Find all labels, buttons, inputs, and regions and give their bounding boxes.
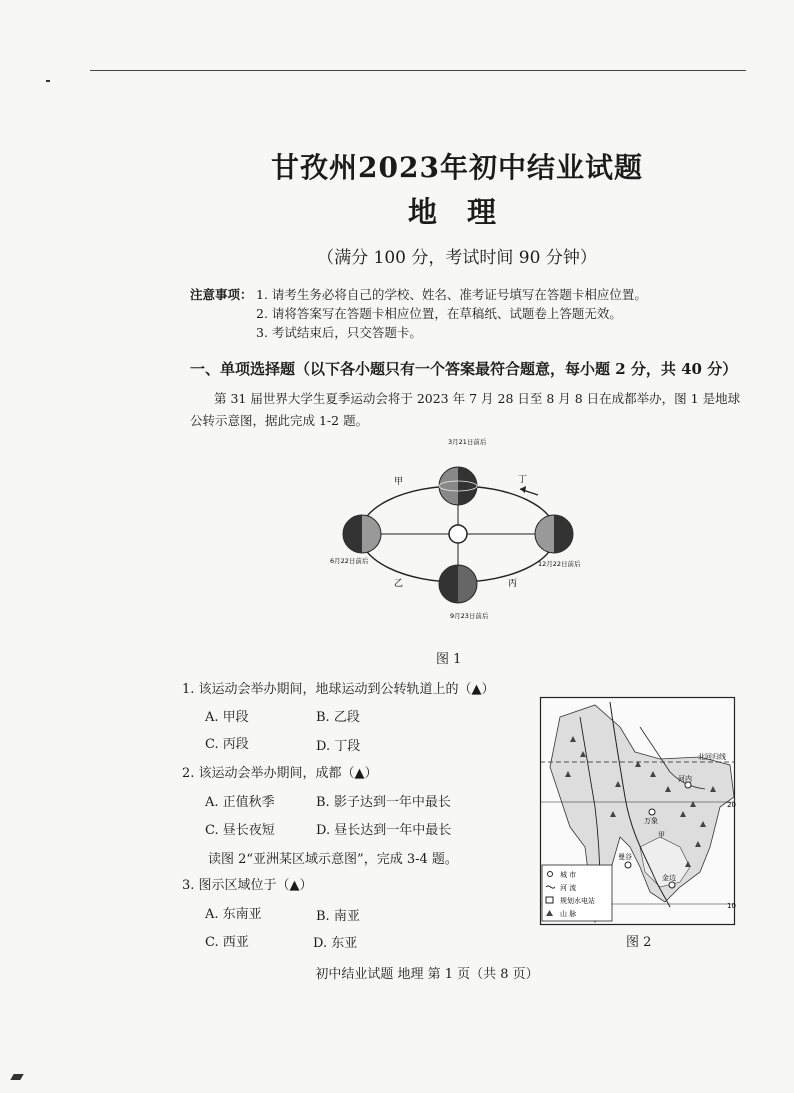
label-bing: 丙 xyxy=(508,579,518,589)
label-jia: 甲 xyxy=(658,831,665,839)
question-2-stem: 2. 该运动会举办期间，成都（▲） xyxy=(182,766,378,781)
label-ding: 丁 xyxy=(518,475,528,485)
section-heading: 一、单项选择题（以下各小题只有一个答案最符合题意，每小题 2 分，共 40 分） xyxy=(190,360,738,378)
label-bangkok: 曼谷 xyxy=(618,853,632,861)
legend-dam: 规划水电站 xyxy=(560,897,595,905)
label-mar21: 3月21日前后 xyxy=(448,438,487,446)
label-lat20: 20 xyxy=(727,801,736,809)
question-3-option-d: D. 东亚 xyxy=(313,936,358,951)
label-jun22: 6月22日前后 xyxy=(330,557,369,565)
exam-subject: 地 理 xyxy=(407,195,507,229)
notice-item: 1. 请考生务必将自己的学校、姓名、准考证号填写在答题卡相应位置。 xyxy=(256,287,647,302)
question-1-option-a: A. 甲段 xyxy=(205,710,249,725)
label-tropic: 北回归线 xyxy=(698,753,726,761)
earth-sep23 xyxy=(439,565,477,603)
figure-1-revolution-diagram xyxy=(330,432,590,632)
read-figure-2-instruction: 读图 2“亚洲某区域示意图”，完成 3-4 题。 xyxy=(208,852,458,867)
page-footer: 初中结业试题 地理 第 1 页（共 8 页） xyxy=(315,967,539,982)
legend-river: 河 流 xyxy=(560,884,577,892)
notice-item: 2. 请将答案写在答题卡相应位置，在草稿纸、试题卷上答题无效。 xyxy=(256,306,622,321)
scan-mark xyxy=(46,80,50,82)
figure-2-caption: 图 2 xyxy=(626,935,652,950)
scan-mark xyxy=(10,1074,23,1080)
notice-block xyxy=(190,285,647,342)
notice-label: 注意事项： xyxy=(190,287,253,302)
top-rule xyxy=(90,70,746,71)
earth-dec22 xyxy=(535,515,573,553)
label-lat10: 10 xyxy=(727,902,736,910)
question-1-stem: 1. 该运动会举办期间，地球运动到公转轨道上的（▲） xyxy=(182,682,495,697)
question-3-option-a: A. 东南亚 xyxy=(205,907,262,922)
label-dec22: 12月22日前后 xyxy=(538,560,581,568)
notice-item: 3. 考试结束后，只交答题卡。 xyxy=(256,325,422,340)
label-sep23: 9月23日前后 xyxy=(450,612,489,620)
label-vientiane: 万象 xyxy=(644,817,658,825)
earth-mar21 xyxy=(439,467,477,505)
question-3-stem: 3. 图示区域位于（▲） xyxy=(182,878,313,893)
legend-mountain: 山 脉 xyxy=(560,910,577,918)
exam-title: 甘孜州2023年初中结业试题 xyxy=(271,151,643,184)
question-2-option-d: D. 昼长达到一年中最长 xyxy=(316,823,452,838)
question-2-option-a: A. 正值秋季 xyxy=(205,795,275,810)
legend-city: 城 市 xyxy=(560,871,577,879)
label-hanoi: 河内 xyxy=(678,775,692,783)
question-2-option-b: B. 影子达到一年中最长 xyxy=(316,795,451,810)
score-info: （满分 100 分，考试时间 90 分钟） xyxy=(317,248,597,268)
figure-1-caption: 图 1 xyxy=(436,652,462,667)
question-1-option-c: C. 丙段 xyxy=(205,737,249,752)
label-jia: 甲 xyxy=(394,477,404,487)
question-3-option-b: B. 南亚 xyxy=(316,909,360,924)
label-phnompenh: 金边 xyxy=(662,874,676,882)
question-1-option-d: D. 丁段 xyxy=(316,739,361,754)
question-1-option-b: B. 乙段 xyxy=(316,710,360,725)
label-yi: 乙 xyxy=(394,579,404,589)
section-intro: 第 31 届世界大学生夏季运动会将于 2023 年 7 月 28 日至 8 月 8 日在成都举办，图 1 是地球公转示意图，据此完成 1-2 题。 xyxy=(190,391,741,428)
question-2-option-c: C. 昼长夜短 xyxy=(205,823,275,838)
question-3-option-c: C. 西亚 xyxy=(205,935,249,950)
earth-jun22 xyxy=(343,515,381,553)
figure-2-region-map xyxy=(540,697,735,925)
